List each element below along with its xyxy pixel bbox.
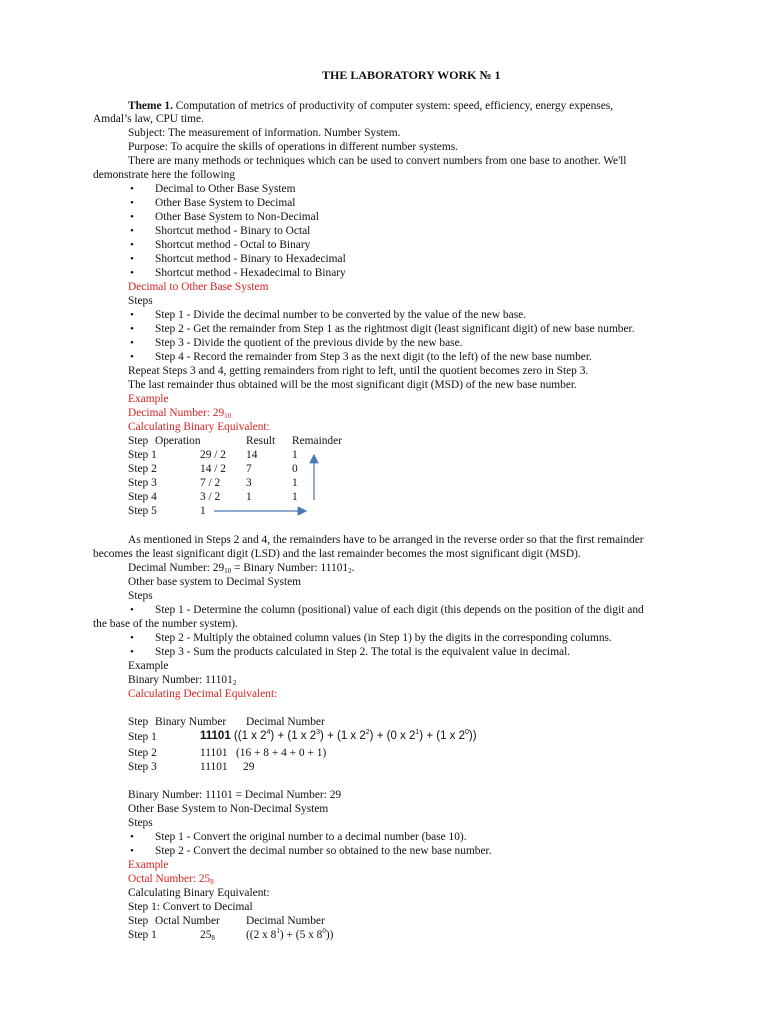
list-item: Shortcut method - Hexadecimal to Binary (155, 267, 346, 279)
decimal-number-label: Decimal Number: $29_{10}$ (128, 407, 232, 420)
table-cell: Step 2 (128, 747, 157, 759)
table-header: Step (128, 435, 149, 447)
table-cell-expression: 11101 ((1 x $2^4) + (1$ x $2^3) + (1$ x $2^2) + (0$ x $2^1) + (1$ x $2^0$)) (200, 729, 477, 742)
theme-label: Theme 1. (128, 100, 173, 112)
calc-decimal-label: Calculating Decimal Equivalent: (128, 688, 278, 700)
purpose-line: Purpose: To acquire the skills of operations in different number systems. (128, 141, 458, 153)
table-cell: 1 (292, 477, 298, 489)
bullet: • (130, 831, 134, 843)
example-label: Example (128, 393, 169, 405)
steps-label: Steps (128, 590, 153, 602)
list-item: Other Base System to Decimal (155, 197, 296, 209)
bullet: • (130, 239, 134, 251)
section-heading-other-to-non-decimal: Other Base System to Non-Decimal System (128, 803, 329, 815)
table-cell: Step 1 (128, 731, 157, 743)
table-cell: 11101 (200, 761, 228, 773)
table-cell: (16 + 8 + 4 + 0 + 1) (236, 747, 327, 759)
bullet: • (130, 183, 134, 195)
table-cell: Step 3 (128, 761, 157, 773)
repeat-text: Repeat Steps 3 and 4, getting remainders from right to left, until the quotient becomes zero in Step 3. (128, 365, 589, 377)
table-header: Step (128, 716, 149, 728)
bullet: • (130, 646, 134, 658)
table-cell: 14 / 2 (200, 463, 226, 475)
octal-number-label: Octal Number: $25_8$ (128, 873, 214, 886)
table-header: Binary Number (155, 716, 227, 728)
table-header: Step (128, 915, 149, 927)
table-cell: 29 (243, 761, 255, 773)
note-line-2: becomes the least significant digit (LSD) and the last remainder becomes the most significant digit (MSD). (93, 548, 581, 560)
table-cell: 7 / 2 (200, 477, 221, 489)
list-item: Shortcut method - Binary to Hexadecimal (155, 253, 346, 265)
table-cell: 29 / 2 (200, 449, 226, 461)
list-item: Shortcut method - Binary to Octal (155, 225, 311, 237)
table-cell: 0 (292, 463, 298, 475)
table-header: Octal Number (155, 915, 220, 927)
bullet: • (130, 253, 134, 265)
step-item: Step 3 - Divide the quotient of the previous divide by the new base. (155, 337, 463, 349)
step-item: Step 2 - Convert the decimal number so obtained to the new base number. (155, 845, 492, 857)
table-header: Decimal Number (246, 716, 325, 728)
last-remainder-text: The last remainder thus obtained will be the most significant digit (MSD) of the new base number. (128, 379, 577, 391)
document-title: THE LABORATORY WORK № 1 (322, 68, 501, 82)
table-cell: 3 (246, 477, 252, 489)
binary-number-label: Binary Number: $11101_2$ (128, 674, 237, 687)
step-item: Step 1 - Determine the column (positional) value of each digit (this depends on the position of the digit and (155, 604, 644, 616)
theme-line-2: Amdal’s law, CPU time. (93, 113, 204, 125)
theme-text: Computation of metrics of productivity of computer system: speed, efficiency, energy expenses, (172, 100, 614, 112)
table-header: Decimal Number (246, 915, 325, 927)
table-cell: Step 1 (128, 449, 157, 461)
intro-line-1: There are many methods or techniques which can be used to convert numbers from one base to another. We'll (128, 155, 627, 167)
table-header: Operation (155, 435, 201, 447)
example-label: Example (128, 859, 169, 871)
note-line-1: As mentioned in Steps 2 and 4, the remainders have to be arranged in the reverse order so that the first remainder (128, 534, 644, 546)
intro-line-2: demonstrate here the following (93, 169, 236, 181)
conversion-result: Decimal Number: $29_{10}$ = Binary Number: $11101_2$. (128, 562, 355, 575)
bullet: • (130, 604, 134, 616)
step-item: Step 4 - Record the remainder from Step 3 as the next digit (to the left) of the new base number. (155, 351, 592, 363)
table-cell: 1 (200, 505, 206, 517)
list-item: Decimal to Other Base System (155, 183, 296, 195)
bullet: • (130, 309, 134, 321)
subject-line: Subject: The measurement of information. Number System. (128, 127, 401, 139)
steps-label: Steps (128, 817, 153, 829)
step-item: Step 2 - Get the remainder from Step 1 as the rightmost digit (least significant digit) of new base number. (155, 323, 635, 335)
bullet: • (130, 845, 134, 857)
bullet: • (130, 211, 134, 223)
table-header: Result (246, 435, 276, 447)
step-item: Step 1 - Divide the decimal number to be converted by the value of the new base. (155, 309, 527, 321)
table-cell: 14 (246, 449, 258, 461)
step-item-continued: the base of the number system). (93, 618, 238, 630)
table-cell: 7 (246, 463, 252, 475)
section-heading-decimal-to-other: Decimal to Other Base System (128, 281, 269, 293)
binary-decimal-result: Binary Number: 11101 = Decimal Number: 29 (128, 789, 342, 801)
table-cell: 1 (246, 491, 252, 503)
list-item: Other Base System to Non-Decimal (155, 211, 319, 223)
table-header: Remainder (292, 435, 342, 447)
section-heading-other-to-decimal: Other base system to Decimal System (128, 576, 302, 588)
table-cell: Step 3 (128, 477, 157, 489)
table-cell-expression: ((2 x $8^1) + (5$ x $8^0$)) (246, 927, 334, 941)
bullet: • (130, 323, 134, 335)
bullet: • (130, 267, 134, 279)
example-label: Example (128, 660, 169, 672)
table-cell: Step 5 (128, 505, 157, 517)
bullet: • (130, 197, 134, 209)
convert-to-decimal-label: Step 1: Convert to Decimal (128, 901, 253, 913)
table-cell: Step 2 (128, 463, 157, 475)
table-cell: 3 / 2 (200, 491, 221, 503)
table-cell: 11101 (200, 747, 228, 759)
step-item: Step 1 - Convert the original number to a decimal number (base 10). (155, 831, 467, 843)
bullet: • (130, 225, 134, 237)
bullet: • (130, 337, 134, 349)
steps-label: Steps (128, 295, 153, 307)
table-cell: $25_8$ (200, 929, 215, 942)
calc-binary-label: Calculating Binary Equivalent: (128, 421, 270, 433)
table-cell: Step 4 (128, 491, 157, 503)
bullet: • (130, 351, 134, 363)
table-cell: 1 (292, 449, 298, 461)
list-item: Shortcut method - Octal to Binary (155, 239, 311, 251)
table-cell: Step 1 (128, 929, 157, 941)
step-item: Step 3 - Sum the products calculated in Step 2. The total is the equivalent value in decimal. (155, 646, 571, 658)
bullet: • (130, 632, 134, 644)
calc-binary-label: Calculating Binary Equivalent: (128, 887, 270, 899)
step-item: Step 2 - Multiply the obtained column values (in Step 1) by the digits in the corresponding columns. (155, 632, 612, 644)
table-cell: 1 (292, 491, 298, 503)
